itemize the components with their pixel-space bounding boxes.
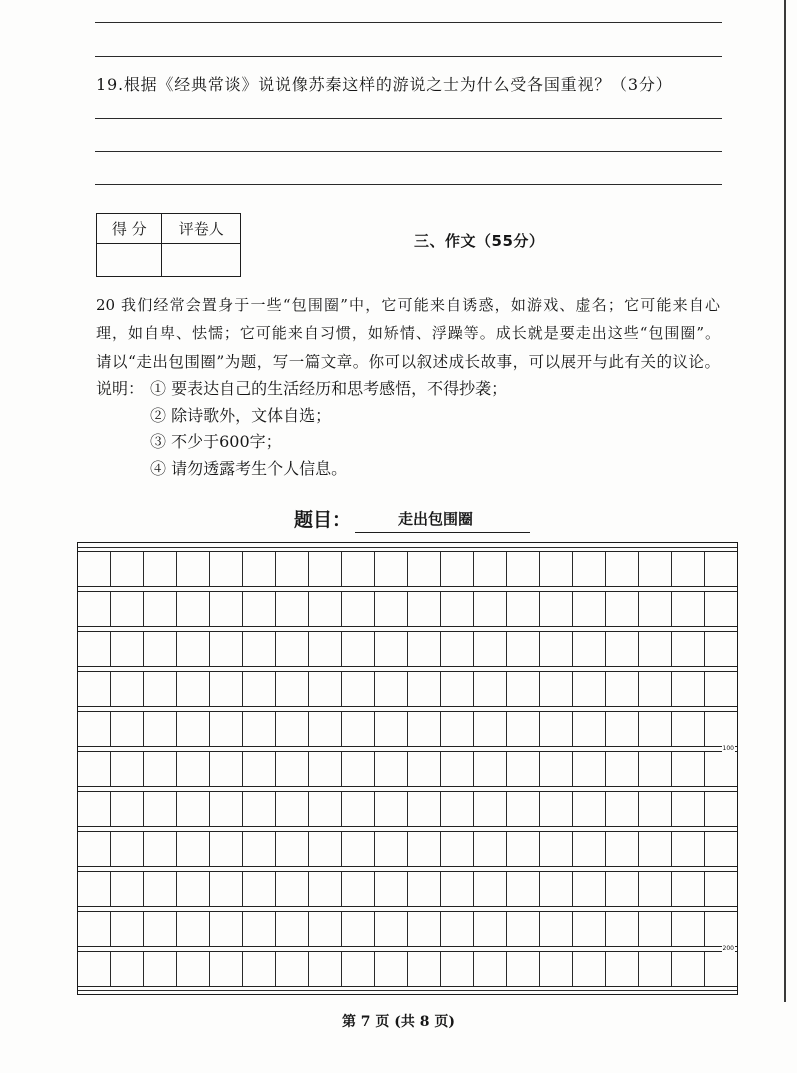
grid-cell [606, 792, 639, 826]
grid-cell [375, 832, 408, 866]
grid-cell [111, 592, 144, 626]
grid-cell [672, 632, 705, 666]
grid-cell [375, 592, 408, 626]
grid-cell [342, 832, 375, 866]
score-cell [97, 244, 162, 277]
grid-cell [507, 592, 540, 626]
grid-cell [474, 872, 507, 906]
grid-cell [639, 872, 672, 906]
grid-cell [276, 672, 309, 706]
grid-cell [177, 952, 210, 986]
grid-cell [210, 712, 243, 746]
grid-cell [243, 592, 276, 626]
grid-cell [672, 752, 705, 786]
grid-cell [111, 832, 144, 866]
note-item: ② 除诗歌外，文体自选； [150, 406, 332, 425]
question-20-line: 20 我们经常会置身于一些“包围圈”中，它可能来自诱惑，如游戏、虚名；它可能来自心 [96, 296, 720, 314]
grid-cell [78, 632, 111, 666]
grid-cell [408, 752, 441, 786]
score-table [96, 213, 241, 277]
grid-cell [276, 712, 309, 746]
grid-cell [606, 552, 639, 586]
grid-cell [177, 832, 210, 866]
grid-cell [408, 592, 441, 626]
grid-row [78, 751, 737, 787]
grid-cell [474, 672, 507, 706]
grid-cell [441, 752, 474, 786]
grid-cell [210, 752, 243, 786]
grid-cell [705, 592, 737, 626]
grid-cell [144, 672, 177, 706]
grid-cell [177, 632, 210, 666]
grid-cell [210, 952, 243, 986]
note-item: ④ 请勿透露考生个人信息。 [150, 459, 348, 478]
grid-cell [672, 832, 705, 866]
note-item: ① 要表达自己的生活经历和思考感悟，不得抄袭； [150, 379, 508, 398]
grid-cell [705, 672, 737, 706]
grid-cell [342, 952, 375, 986]
grid-row [78, 791, 737, 827]
grid-cell [243, 632, 276, 666]
grid-cell [210, 792, 243, 826]
grid-cell [606, 752, 639, 786]
grid-cell [243, 552, 276, 586]
grid-cell [309, 632, 342, 666]
grid-cell [111, 552, 144, 586]
grid-cell [408, 632, 441, 666]
grid-cell [672, 592, 705, 626]
answer-line [95, 184, 722, 185]
grid-cell [606, 632, 639, 666]
grid-cell [507, 792, 540, 826]
grid-cell [309, 792, 342, 826]
grid-cell [441, 952, 474, 986]
grid-cell [408, 552, 441, 586]
grid-cell [276, 832, 309, 866]
question-20-line: 理，如自卑、怯懦；它可能来自习惯，如矫情、浮躁等。成长就是要走出这些“包围圈”。 [96, 324, 720, 342]
grid-cell [243, 752, 276, 786]
grid-cell [243, 912, 276, 946]
grid-cell [474, 792, 507, 826]
grid-cell [111, 752, 144, 786]
grid-cell [144, 952, 177, 986]
grid-row [78, 871, 737, 907]
grid-cell [342, 592, 375, 626]
grid-cell [144, 712, 177, 746]
grid-cell [639, 592, 672, 626]
grid-cell [474, 912, 507, 946]
grid-cell [78, 872, 111, 906]
grid-cell [606, 952, 639, 986]
grid-cell [606, 912, 639, 946]
grid-cell [573, 872, 606, 906]
grid-cell [672, 792, 705, 826]
word-count-marker: 200 [722, 945, 734, 952]
grid-cell [408, 952, 441, 986]
grid-row [78, 711, 737, 747]
grid-cell [408, 712, 441, 746]
grid-cell [144, 872, 177, 906]
grid-cell [441, 792, 474, 826]
grid-cell [78, 552, 111, 586]
grid-cell [474, 952, 507, 986]
grid-cell [210, 832, 243, 866]
grid-cell [507, 712, 540, 746]
answer-line [95, 118, 722, 119]
grid-cell [309, 912, 342, 946]
grid-cell [375, 872, 408, 906]
grid-cell [573, 952, 606, 986]
grid-cell [540, 912, 573, 946]
page-number: 第 7 页 (共 8 页) [341, 1014, 456, 1030]
grid-cell [474, 592, 507, 626]
grid-cell [705, 712, 737, 746]
grid-cell [540, 872, 573, 906]
grid-cell [441, 632, 474, 666]
grid-cell [705, 552, 737, 586]
grid-cell [639, 832, 672, 866]
grid-cell [672, 952, 705, 986]
grid-cell [507, 832, 540, 866]
grid-cell [375, 792, 408, 826]
question-20-line: 请以“走出包围圈”为题，写一篇文章。你可以叙述成长故事，可以展开与此有关的议论。 [96, 353, 720, 371]
word-count-marker: 100 [722, 745, 734, 752]
grid-cell [177, 672, 210, 706]
grid-cell [672, 712, 705, 746]
grid-cell [276, 952, 309, 986]
grid-cell [573, 752, 606, 786]
grid-cell [276, 912, 309, 946]
grid-cell [507, 872, 540, 906]
grid-cell [144, 592, 177, 626]
grid-cell [639, 912, 672, 946]
grid-cell [474, 832, 507, 866]
grid-cell [144, 912, 177, 946]
grid-cell [441, 872, 474, 906]
grid-cell [408, 872, 441, 906]
grid-cell [441, 712, 474, 746]
grid-cell [540, 672, 573, 706]
grid-cell [540, 832, 573, 866]
grid-cell [309, 592, 342, 626]
grid-cell [606, 592, 639, 626]
grid-cell [342, 872, 375, 906]
section-heading: 三、作文（55分） [414, 232, 545, 250]
grader-cell [162, 244, 241, 277]
grid-cell [441, 552, 474, 586]
grid-cell [573, 792, 606, 826]
grid-cell [177, 552, 210, 586]
grid-cell [111, 672, 144, 706]
grid-cell [672, 912, 705, 946]
essay-title-underline [355, 532, 530, 533]
grid-cell [342, 672, 375, 706]
grid-cell [639, 952, 672, 986]
grid-divider-line [78, 990, 737, 991]
grid-cell [672, 672, 705, 706]
grid-cell [540, 952, 573, 986]
grid-cell [639, 632, 672, 666]
grid-cell [309, 872, 342, 906]
grid-cell [639, 672, 672, 706]
grid-cell [540, 712, 573, 746]
grid-cell [375, 912, 408, 946]
grid-cell [474, 712, 507, 746]
grid-cell [177, 792, 210, 826]
grid-cell [408, 792, 441, 826]
grid-cell [606, 872, 639, 906]
grid-cell [111, 632, 144, 666]
grid-cell [111, 792, 144, 826]
grid-cell [507, 672, 540, 706]
grid-cell [573, 552, 606, 586]
grid-cell [276, 752, 309, 786]
grid-cell [639, 792, 672, 826]
note-item: ③ 不少于600字； [150, 432, 282, 451]
essay-title-label: 题目： [294, 509, 352, 531]
grid-row [78, 591, 737, 627]
grid-row [78, 671, 737, 707]
grid-row [78, 831, 737, 867]
grid-cell [309, 712, 342, 746]
grid-cell [342, 552, 375, 586]
grid-cell [78, 712, 111, 746]
grid-cell [375, 672, 408, 706]
grid-cell [243, 672, 276, 706]
grid-cell [78, 952, 111, 986]
grid-cell [210, 672, 243, 706]
grid-cell [507, 912, 540, 946]
grader-header: 评卷人 [162, 214, 241, 244]
grid-cell [606, 832, 639, 866]
grid-cell [375, 712, 408, 746]
grid-cell [276, 592, 309, 626]
answer-line [95, 151, 722, 152]
grid-cell [276, 872, 309, 906]
grid-cell [111, 912, 144, 946]
grid-cell [705, 872, 737, 906]
grid-cell [243, 952, 276, 986]
grid-cell [540, 552, 573, 586]
grid-row [78, 951, 737, 987]
grid-cell [639, 752, 672, 786]
grid-cell [78, 752, 111, 786]
grid-cell [243, 832, 276, 866]
writing-grid [77, 542, 738, 995]
grid-cell [210, 912, 243, 946]
grid-cell [342, 712, 375, 746]
grid-cell [276, 552, 309, 586]
scan-edge-line [784, 0, 786, 1002]
grid-cell [474, 552, 507, 586]
grid-cell [144, 792, 177, 826]
grid-row [78, 631, 737, 667]
grid-cell [540, 752, 573, 786]
grid-cell [177, 752, 210, 786]
grid-cell [573, 592, 606, 626]
grid-cell [78, 832, 111, 866]
grid-cell [540, 592, 573, 626]
grid-cell [144, 632, 177, 666]
grid-cell [507, 632, 540, 666]
grid-cell [705, 912, 737, 946]
grid-cell [309, 752, 342, 786]
grid-cell [243, 872, 276, 906]
grid-cell [342, 792, 375, 826]
grid-cell [474, 752, 507, 786]
score-header: 得 分 [97, 214, 162, 244]
grid-cell [111, 712, 144, 746]
grid-cell [375, 552, 408, 586]
grid-divider-line [78, 547, 737, 548]
grid-cell [78, 592, 111, 626]
grid-cell [243, 792, 276, 826]
grid-cell [408, 912, 441, 946]
answer-line [95, 56, 722, 57]
grid-cell [243, 712, 276, 746]
grid-cell [639, 712, 672, 746]
grid-cell [540, 632, 573, 666]
grid-cell [705, 632, 737, 666]
grid-cell [342, 912, 375, 946]
grid-cell [78, 792, 111, 826]
grid-cell [441, 832, 474, 866]
grid-cell [111, 872, 144, 906]
grid-cell [309, 832, 342, 866]
grid-cell [210, 872, 243, 906]
grid-cell [210, 592, 243, 626]
grid-cell [573, 712, 606, 746]
essay-title-value: 走出包围圈 [398, 510, 474, 528]
grid-cell [474, 632, 507, 666]
grid-cell [309, 952, 342, 986]
grid-cell [276, 792, 309, 826]
grid-cell [144, 552, 177, 586]
grid-cell [573, 832, 606, 866]
grid-cell [276, 632, 309, 666]
grid-cell [210, 552, 243, 586]
grid-cell [78, 912, 111, 946]
grid-cell [78, 672, 111, 706]
grid-cell [177, 712, 210, 746]
grid-cell [672, 872, 705, 906]
grid-cell [606, 672, 639, 706]
grid-cell [309, 672, 342, 706]
grid-cell [441, 592, 474, 626]
grid-cell [705, 752, 737, 786]
grid-cell [342, 752, 375, 786]
grid-cell [309, 552, 342, 586]
grid-cell [375, 752, 408, 786]
grid-cell [573, 632, 606, 666]
grid-cell [408, 832, 441, 866]
question-19-text: 19.根据《经典常谈》说说像苏秦这样的游说之士为什么受各国重视？（3分） [96, 75, 673, 94]
grid-cell [705, 952, 737, 986]
grid-row [78, 551, 737, 587]
grid-row [78, 911, 737, 947]
grid-cell [177, 872, 210, 906]
grid-cell [639, 552, 672, 586]
grid-cell [705, 792, 737, 826]
grid-cell [342, 632, 375, 666]
grid-cell [705, 832, 737, 866]
grid-cell [573, 912, 606, 946]
grid-cell [672, 552, 705, 586]
grid-cell [408, 672, 441, 706]
grid-cell [507, 552, 540, 586]
grid-cell [573, 672, 606, 706]
grid-cell [507, 752, 540, 786]
grid-cell [375, 632, 408, 666]
grid-cell [144, 752, 177, 786]
grid-cell [441, 912, 474, 946]
grid-cell [441, 672, 474, 706]
grid-cell [144, 832, 177, 866]
grid-cell [606, 712, 639, 746]
grid-cell [210, 632, 243, 666]
notes-label: 说明： [96, 379, 145, 398]
grid-cell [177, 912, 210, 946]
grid-cell [177, 592, 210, 626]
grid-cell [507, 952, 540, 986]
answer-line [95, 22, 722, 23]
grid-cell [540, 792, 573, 826]
grid-cell [375, 952, 408, 986]
grid-cell [111, 952, 144, 986]
